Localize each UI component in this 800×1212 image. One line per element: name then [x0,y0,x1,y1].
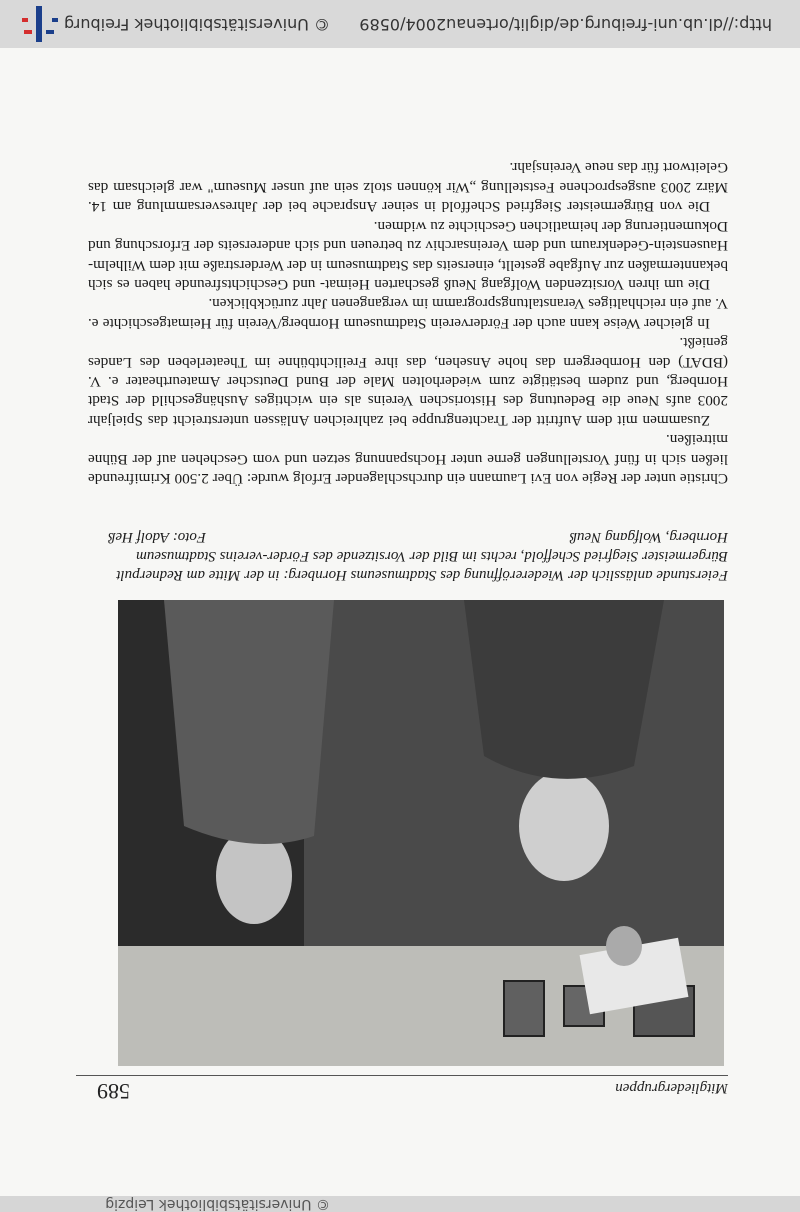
article-body [88,158,728,488]
event-photo [118,600,724,1066]
paragraph: In gleicher Weise kann auch der Förderverein Stadtmuseum Hornberg/Verein für Heimatgeschichte e. V. auf ein reichhaltiges Veranstaltungsprogramm im vergangenen Jahr zurückblicken. [88,295,728,332]
caption-text: Feierstunde anlässlich der Wiedereröffnung des Stadtmuseums Hornberg: in der Mitte am Rednerpult Bürgermeister Siegfried Scheffold, rechts im Bild der Vorsitzende des Förder-vereins Stadtmuseum Hornberg, Wolfgang Neuß [116,529,728,583]
running-header: Mitgliedergruppen [615,1080,728,1096]
paragraph: Zusammen mit dem Auftritt der Trachtengruppe bei zahlreichen Anlässen unterstreicht das Spieljahr 2003 aufs Neue die Bedeutung des Historischen Vereins als ein wichtiges Aushängeschild der Stadt Hornberg, und zudem bestätigte zum wiederholten Male der Bund Deutscher Amateurtheater e. V. (BDAT) den Hornbergern das hohe Ansehen, das ihre Freilichtbühne im Theaterleben des Landes genießt. [88,334,728,429]
library-credit-bottom: © Universitätsbibliothek Leipzig [105,1196,330,1212]
paragraph: Christie unter der Regie von Evi Laumann ein durchschlagender Erfolg wurde: Über 2.500 Krimifreunde ließen sich in fünf Vorstellungen gerne unter Hochspannung setzen und vom Geschehen auf der Bühne mitreißen. [88,431,728,487]
photo-credit: Foto: Adolf Heß [108,529,207,545]
page-number: 589 [97,1079,130,1104]
photo-caption [108,527,728,584]
photo-illustration [118,600,724,1066]
paragraph: Die um ihren Vorsitzenden Wolfgang Neuß gescharten Heimat- und Geschichtsfreunde haben es sich bekanntermaßen zur Aufgabe gestellt, einerseits das Stadtmuseum in der Werderstraße mit dem Wilhelm-Hausenstein-Gedenkraum und dem Vereinsarchiv zu betreuen und sich andererseits der Erforschung und Dokumentierung der heimatlichen Geschichte zu widmen. [88,217,728,293]
library-credit: © Universitätsbibliothek Freiburg [63,15,330,34]
viewer-url-bar [0,0,800,48]
page-sheet [0,48,800,1196]
header-rule [76,1075,728,1076]
university-logo-icon [18,6,58,42]
permalink-url[interactable]: http://dl.ub.uni-freiburg.de/diglit/ortenau2004/0589 [359,15,772,34]
paragraph: Die von Bürgermeister Siegfried Scheffold in seiner Ansprache bei der Jahresversammlung am 14. März 2003 ausgesprochene Feststellung „Wir können stolz sein auf unser Museum" war gleichsam das Geleitwort für das neue Vereinsjahr. [88,159,728,216]
